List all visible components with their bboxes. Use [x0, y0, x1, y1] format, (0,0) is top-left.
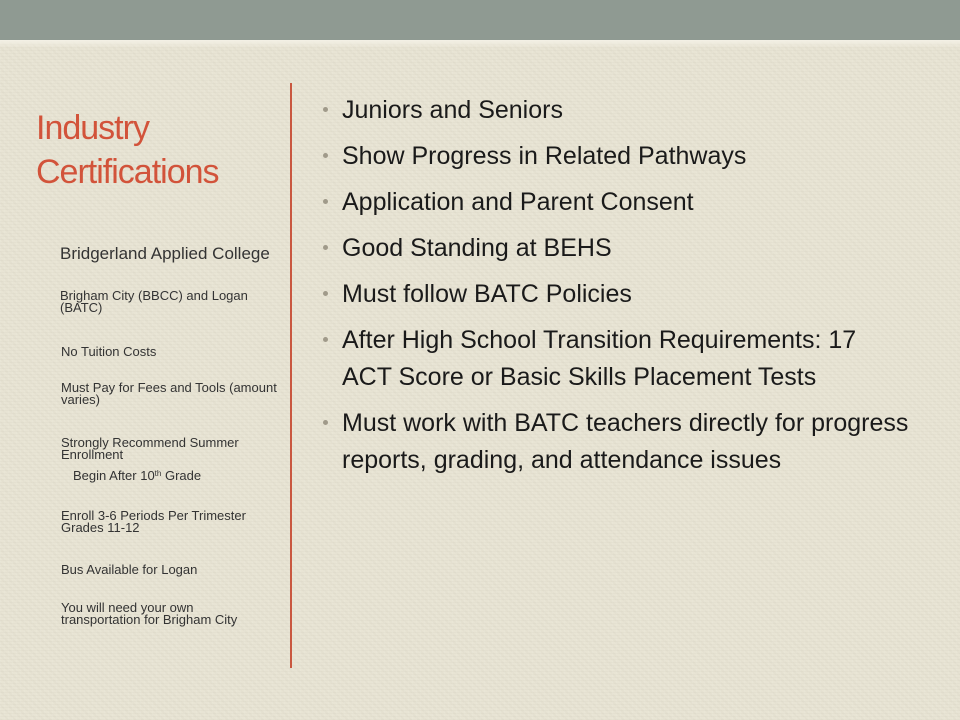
bullet-item: [320, 184, 910, 221]
bullet-text: Application and Parent Consent: [342, 188, 694, 216]
bullet-text: Good Standing at BEHS: [342, 234, 612, 262]
requirements-list: [320, 92, 910, 488]
bullet-icon: [323, 420, 328, 425]
begin-prefix: Begin After 10: [73, 468, 155, 483]
bullet-item: [320, 230, 910, 267]
fees-note: Must Pay for Fees and Tools (amount varies): [61, 380, 277, 407]
transport-note: You will need your own transportation for Brigham City: [61, 600, 238, 627]
top-bar: [0, 0, 960, 40]
bullet-icon: [323, 199, 328, 204]
bus-note: Bus Available for Logan: [61, 562, 198, 577]
bullet-text: Must follow BATC Policies: [342, 280, 632, 308]
begin-grade-note: [73, 470, 293, 482]
begin-suffix: Grade: [161, 468, 202, 483]
vertical-divider: [290, 83, 292, 668]
recommend-note: Strongly Recommend Summer Enrollment: [61, 435, 239, 462]
begin-sup: th: [154, 469, 162, 478]
bullet-text: After High School Transition Requirements: 17 ACT Score or Basic Skills Placement Tests: [342, 326, 857, 391]
bullet-icon: [323, 291, 328, 296]
top-bar-highlight: [0, 40, 960, 48]
bullet-item: [320, 138, 910, 175]
bullet-text: Juniors and Seniors: [342, 96, 563, 124]
bullet-text: Show Progress in Related Pathways: [342, 142, 747, 170]
bullet-icon: [323, 245, 328, 250]
bullet-icon: [323, 107, 328, 112]
slide-title: Industry Certifications: [36, 109, 219, 191]
bullet-item: [320, 405, 910, 479]
bullet-icon: [323, 337, 328, 342]
bullet-icon: [323, 153, 328, 158]
bullet-item: [320, 276, 910, 313]
enroll-note: Enroll 3-6 Periods Per Trimester Grades 11-12: [61, 508, 246, 535]
bullet-text: Must work with BATC teachers directly for progress reports, grading, and attendance issues: [342, 409, 909, 474]
no-tuition-note: No Tuition Costs: [61, 344, 157, 359]
college-name: Bridgerland Applied College: [60, 244, 270, 263]
bullet-item: [320, 322, 910, 396]
bullet-item: [320, 92, 910, 129]
college-locations: Brigham City (BBCC) and Logan (BATC): [60, 288, 248, 315]
